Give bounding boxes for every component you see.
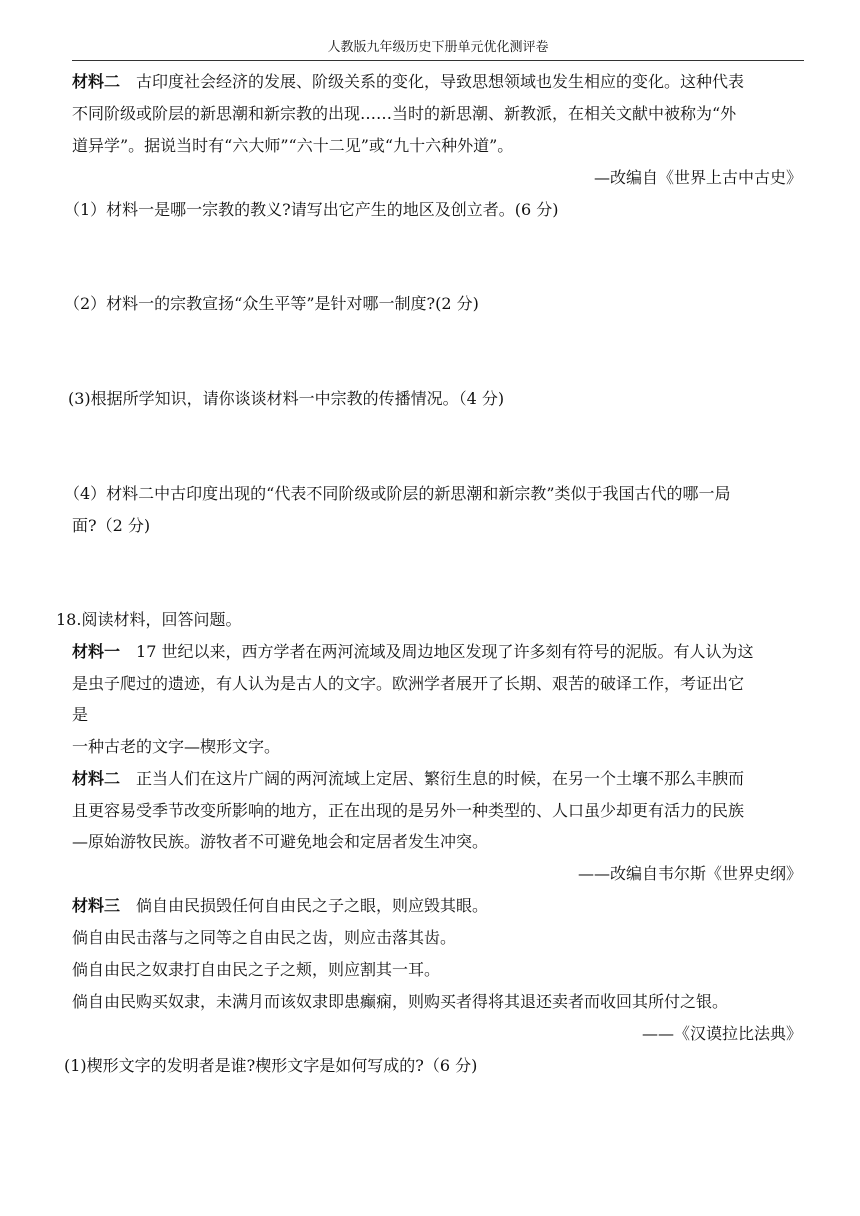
q18-material-3-label: 材料三 (72, 896, 121, 915)
q18-material-2-line-1 (72, 767, 744, 791)
q18-material-3-line-2: 倘自由民击落与之同等之自由民之齿，则应击落其齿。 (72, 928, 457, 947)
material-2-label: 材料二 (72, 72, 121, 91)
q18-material-1-line-2: 是虫子爬过的遗迹，有人认为是古人的文字。欧洲学者展开了长期、艰苦的破译工作，考证出它 (72, 674, 745, 693)
question-18-title: 18.阅读材料，回答问题。 (56, 610, 242, 629)
question-3: (3)根据所学知识，请你谈谈材料一中宗教的传播情况。（4 分) (68, 389, 505, 408)
q18-material-1-line-1 (72, 640, 753, 664)
material-2-source: —改编自《世界上古中古史》 (593, 168, 802, 187)
material-2-text-1: 古印度社会经济的发展、阶级关系的变化，导致思想领域也发生相应的变化。这种代表 (136, 72, 745, 91)
question-1: （1）材料一是哪一宗教的教义?请写出它产生的地区及创立者。(6 分) (64, 200, 559, 219)
q18-material-2-source: ——改编自韦尔斯《世界史纲》 (577, 864, 802, 883)
q18-material-3-line-3: 倘自由民之奴隶打自由民之子之颊，则应割其一耳。 (72, 960, 441, 979)
q18-material-3-source: ——《汉谟拉比法典》 (641, 1024, 802, 1043)
q18-material-1-line-3: 是 (72, 705, 89, 724)
q18-material-1-line-4: 一种古老的文字—楔形文字。 (72, 737, 281, 756)
material-2-line-3: 道异学”。据说当时有“六大师”“六十二见”或“九十六种外道”。 (72, 136, 514, 155)
material-2-line-2: 不同阶级或阶层的新思潮和新宗教的出现……当时的新思潮、新教派，在相关文献中被称为“外 (72, 104, 737, 123)
q18-material-3-line-4: 倘自由民购买奴隶，未满月而该奴隶即患癫痫，则购买者得将其退还卖者而收回其所付之银。 (72, 992, 729, 1011)
header-title: 人教版九年级历史下册单元优化测评卷 (327, 40, 549, 55)
question-4-line-2: 面?（2 分) (72, 516, 151, 535)
question-4-line-1: （4）材料二中古印度出现的“代表不同阶级或阶层的新思潮和新宗教”类似于我国古代的哪一局 (64, 484, 731, 503)
q18-material-2-line-3: —原始游牧民族。游牧者不可避免地会和定居者发生冲突。 (72, 832, 489, 851)
q18-question-1: (1)楔形文字的发明者是谁?楔形文字是如何写成的?（6 分) (64, 1056, 478, 1075)
q18-material-1-label: 材料一 (72, 642, 121, 661)
question-2: （2）材料一的宗教宣扬“众生平等”是针对哪一制度?(2 分) (64, 294, 479, 313)
q18-material-3-line-1 (72, 894, 488, 918)
q18-material-2-label: 材料二 (72, 769, 121, 788)
material-2-line-1 (72, 70, 744, 94)
q18-material-3-text-1: 倘自由民损毁任何自由民之子之眼，则应毁其眼。 (136, 896, 489, 915)
q18-material-2-text-1: 正当人们在这片广阔的两河流域上定居、繁衍生息的时候，在另一个土壤不那么丰腴而 (136, 769, 745, 788)
q18-material-1-text-1: 17 世纪以来，西方学者在两河流域及周边地区发现了许多刻有符号的泥版。有人认为这 (136, 642, 754, 661)
q18-material-2-line-2: 且更容易受季节改变所影响的地方，正在出现的是另外一种类型的、人口虽少却更有活力的民族 (72, 801, 745, 820)
